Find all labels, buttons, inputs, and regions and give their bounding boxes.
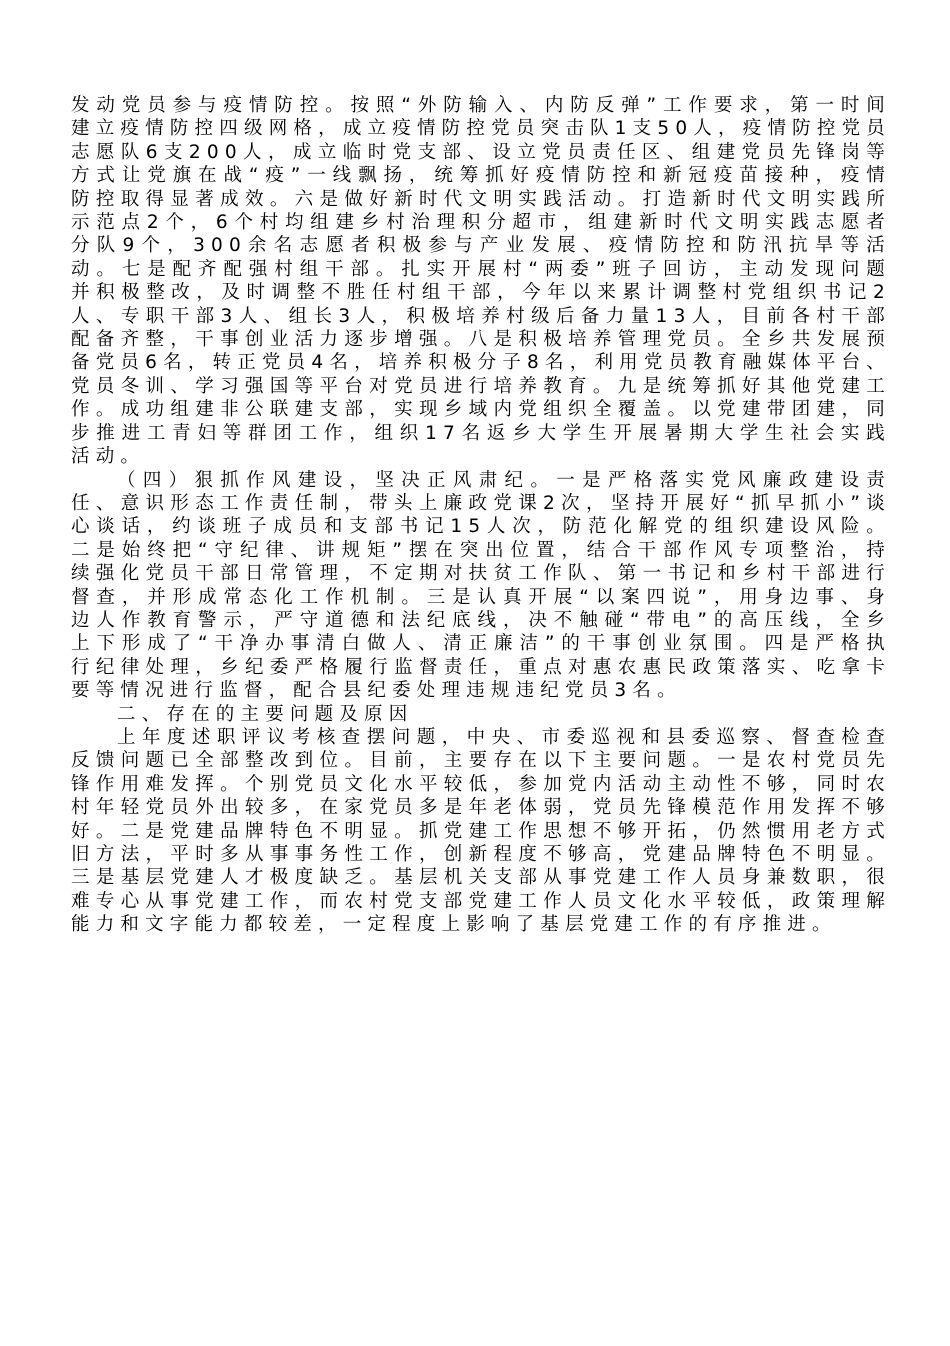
paragraph-party-work-continued: 发动党员参与疫情防控。按照“外防输入、内防反弹”工作要求，第一时间建立疫情防控四级网格，成立疫情防控党员突击队1支50人，疫情防控党员志愿队6支200人，成立临时党支部、设立党员责任区、组建党员先锋岗等方式让党旗在战“疫”一线飘扬，统筹抓好疫情防控和新冠疫苗接种，疫情防控取得显著成效。六是做好新时代文明实践活动。打造新时代文明实践所示范点2个，6个村均组建乡村治理积分超市，组建新时代文明实践志愿者分队9个，300余名志愿者积极参与产业发展、疫情防控和防汛抗旱等活动。七是配齐配强村组干部。扎实开展村“两委”班子回访，主动发现问题并积极整改，及时调整不胜任村组干部，今年以来累计调整村党组织书记2人、专职干部3人、组长3人，积极培养村级后备力量13人，目前各村干部配备齐整，干事创业活力逐步增强。八是积极培养管理党员。全乡共发展预备党员6名，转正党员4名，培养积极分子8名，利用党员教育融媒体平台、党员冬训、学习强国等平台对党员进行培养教育。九是统筹抓好其他党建工作。成功组建非公联建支部，实现乡域内党组织全覆盖。以党建带团建，同步推进工青妇等群团工作，组织17名返乡大学生开展暑期大学生社会实践活动。 xyxy=(71,95,891,468)
paragraph-problems: 上年度述职评议考核查摆问题，中央、市委巡视和县委巡察、督查检查反馈问题已全部整改到位。目前，主要存在以下主要问题。一是农村党员先锋作用难发挥。个别党员文化水平较低，参加党内活动主动性不够，同时农村年轻党员外出较多，在家党员多是年老体弱，党员先锋模范作用发挥不够好。二是党建品牌特色不明显。抓党建工作思想不够开拓，仍然惯用老方式旧方法，平时多从事事务性工作，创新程度不够高，党建品牌特色不明显。三是基层党建人才极度缺乏。基层机关支部从事党建工作人员身兼数职，很难专心从事党建工作，而农村党支部党建工作人员文化水平较低，政策理解能力和文字能力都较差，一定程度上影响了基层党建工作的有序推进。 xyxy=(71,726,891,936)
paragraph-work-style: （四）狠抓作风建设，坚决正风肃纪。一是严格落实党风廉政建设责任、意识形态工作责任制，带头上廉政党课2次，坚持开展好“抓早抓小”谈心谈话，约谈班子成员和支部书记15人次，防范化解党的组织建设风险。二是始终把“守纪律、讲规矩”摆在突出位置，结合干部作风专项整治，持续强化党员干部日常管理，不定期对扶贫工作队、第一书记和乡村干部进行督查，并形成常态化工作机制。三是认真开展“以案四说”，用身边事、身边人作教育警示，严守道德和法纪底线，决不触碰“带电”的高压线，全乡上下形成了“干净办事清白做人、清正廉洁”的干事创业氛围。四是严格执行纪律处理，乡纪委严格履行监督责任，重点对惠农惠民政策落实、吃拿卡要等情况进行监督，配合县纪委处理违规违纪党员3名。 xyxy=(71,469,891,702)
document-page xyxy=(71,94,891,937)
section-heading-problems: 二、存在的主要问题及原因 xyxy=(117,703,414,725)
